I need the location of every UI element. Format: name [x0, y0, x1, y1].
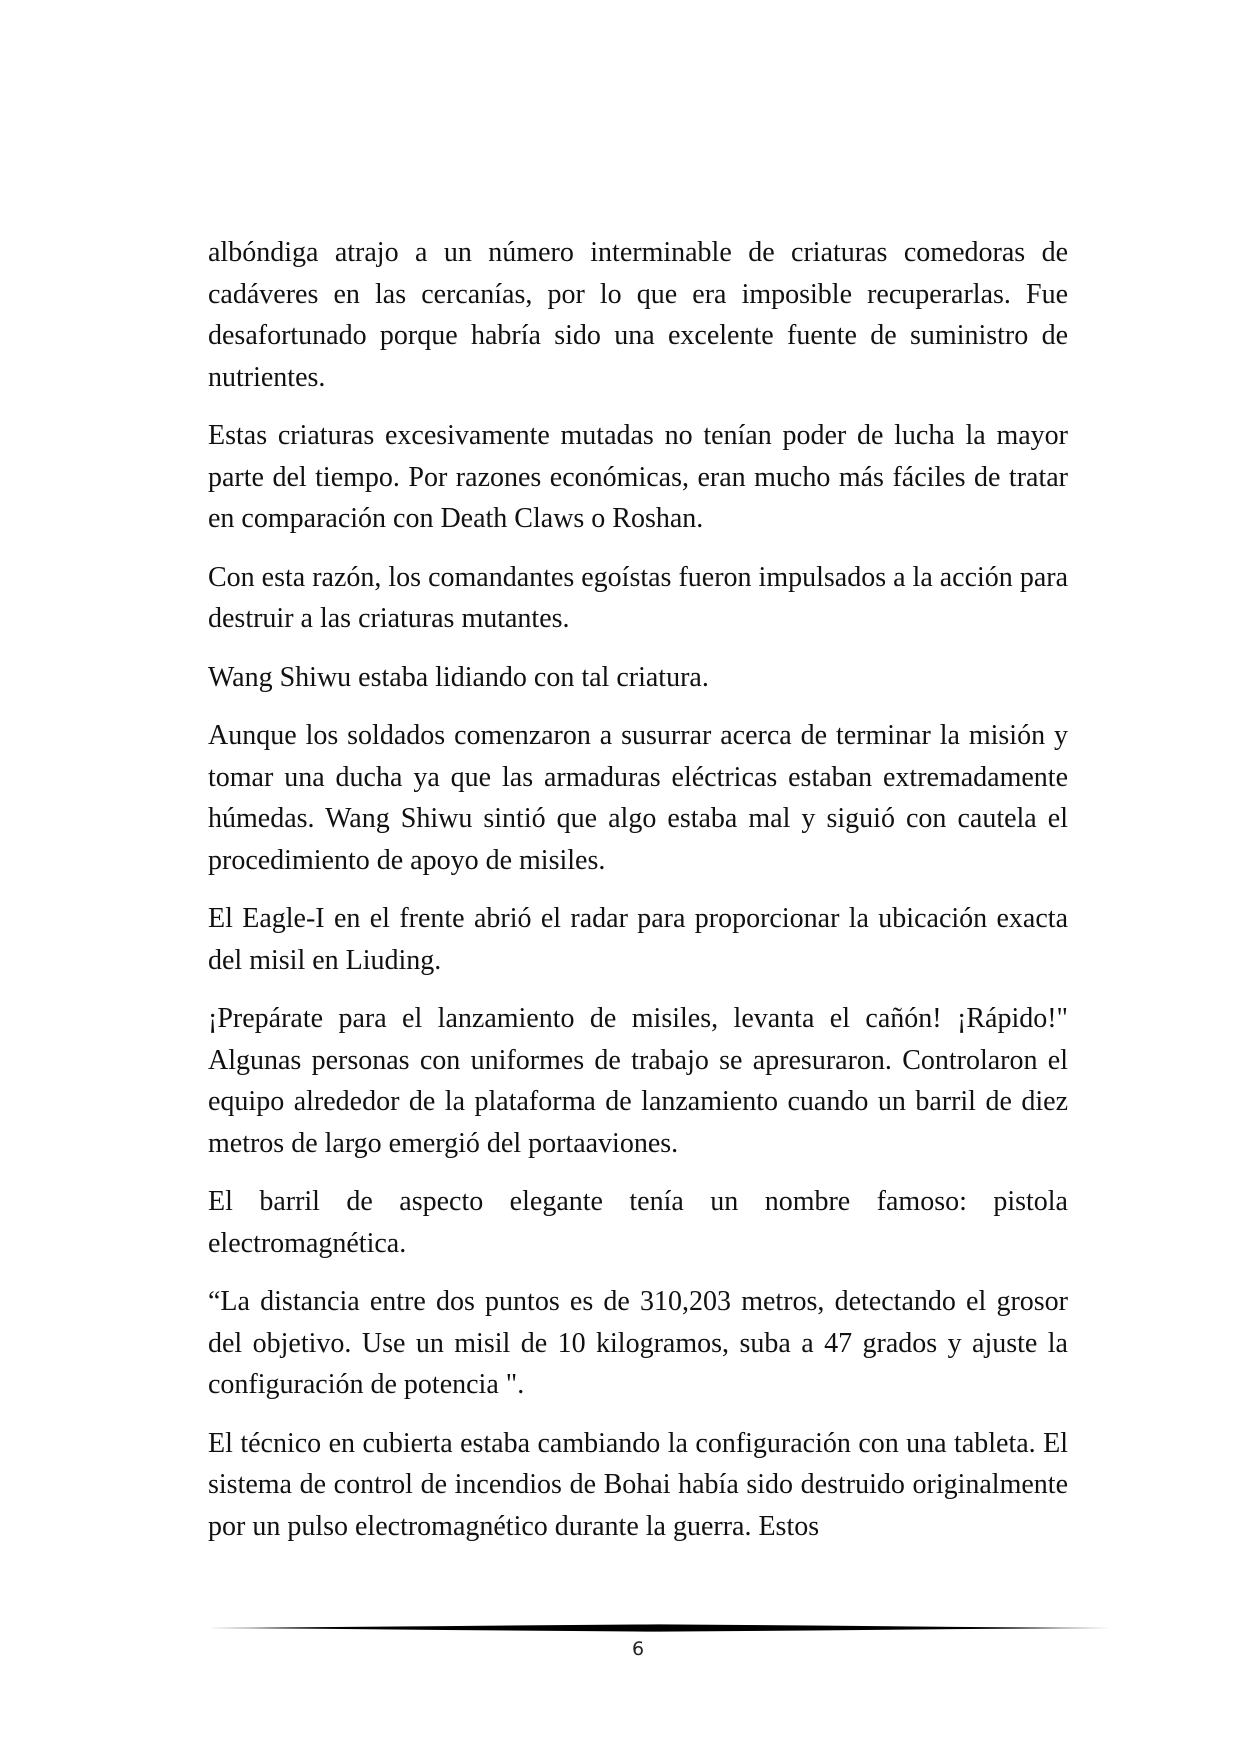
- footer-divider: [208, 1622, 1110, 1634]
- paragraph-6: El Eagle-I en el frente abrió el radar para proporcionar la ubicación exacta del misil en Liuding.: [208, 903, 1068, 976]
- paragraph-3: Con esta razón, los comandantes egoístas fueron impulsados a la acción para destruir a las criaturas mutantes.: [208, 561, 1068, 634]
- paragraph-2: Estas criaturas excesivamente mutadas no tenían poder de lucha la mayor parte del tiempo. Por razones económicas, eran mucho más fáciles de tratar en comparación con Death Claws o Roshan.: [208, 420, 1068, 534]
- page-number: 6: [631, 1638, 645, 1660]
- paragraph-8: El barril de aspecto elegante tenía un nombre famoso: pistola electromagnética.: [208, 1186, 1068, 1259]
- paragraph-1: albóndiga atrajo a un número interminable de criaturas comedoras de cadáveres en las cercanías, por lo que era imposible recuperarlas. Fue desafortunado porque habría sido una excelente fuente de suministro de nutrientes.: [208, 237, 1068, 393]
- paragraph-10: El técnico en cubierta estaba cambiando la configuración con una tableta. El sistema de control de incendios de Bohai había sido destruido originalmente por un pulso electromagnético durante la guerra. Estos: [208, 1427, 1068, 1542]
- paragraph-9: “La distancia entre dos puntos es de 310,203 metros, detectando el grosor del objetivo. Use un misil de 10 kilogramos, suba a 47 grados y ajuste la configuración de potencia ".: [208, 1286, 1068, 1400]
- paragraph-4: Wang Shiwu estaba lidiando con tal criatura.: [208, 661, 709, 693]
- body-text: [208, 232, 1068, 1564]
- paragraph-5: Aunque los soldados comenzaron a susurrar acerca de terminar la misión y tomar una ducha ya que las armaduras eléctricas estaban extremadamente húmedas. Wang Shiwu sintió que algo estaba mal y siguió con cautela el procedimiento de apoyo de misiles.: [208, 720, 1068, 876]
- paragraph-7: ¡Prepárate para el lanzamiento de misiles, levanta el cañón! ¡Rápido!" Algunas personas con uniformes de trabajo se apresuraron. Controlaron el equipo alrededor de la plataforma de lanzamiento cuando un barril de diez metros de largo emergió del portaaviones.: [208, 1003, 1068, 1159]
